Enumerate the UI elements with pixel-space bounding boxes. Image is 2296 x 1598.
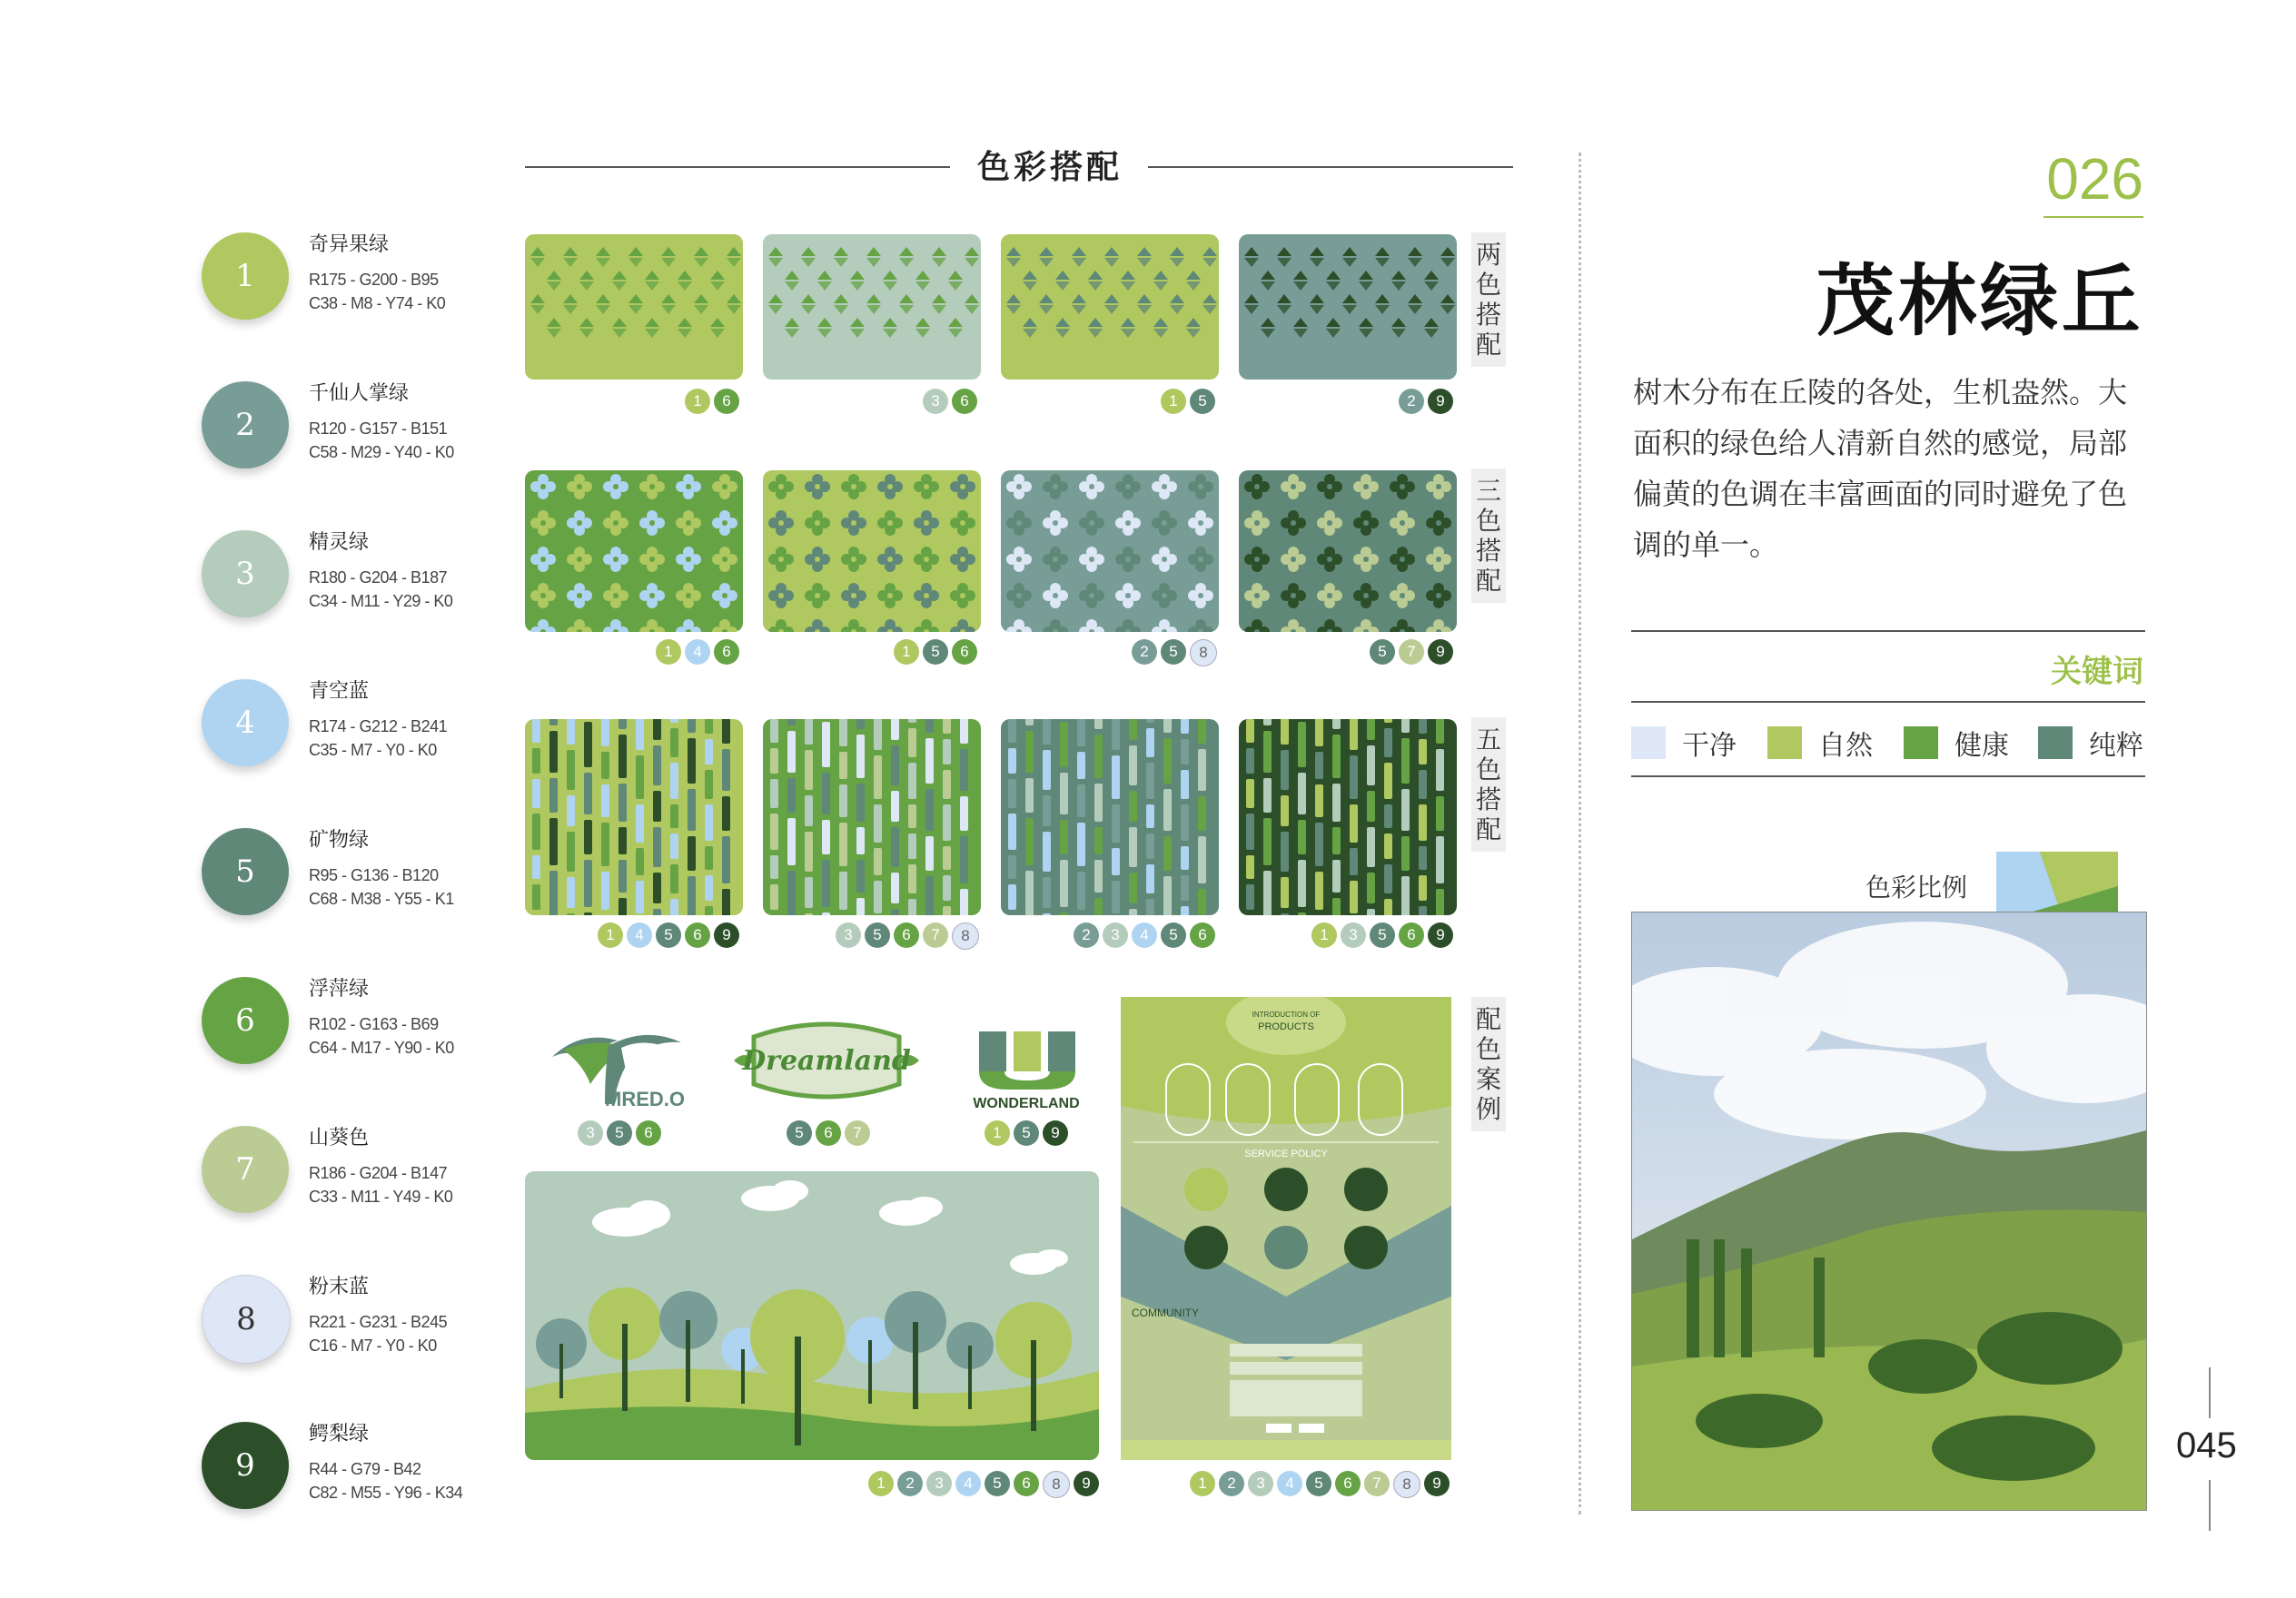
palette-item [202,1422,529,1531]
keyword-color-square [1904,726,1938,759]
two-color-combo-dots [1161,389,1215,414]
color-number-dot: 7 [923,922,948,948]
keywords-title: 关键词 [2051,654,2143,690]
keyword-color-square [1767,726,1802,759]
color-number-dot: 5 [1190,389,1215,414]
keyword-label: 自然 [1818,730,1873,762]
color-number-dot: 8 [952,922,979,950]
color-number-dot: 5 [607,1120,632,1146]
swatch-cmyk: C33 - M11 - Y49 - K0 [309,1188,453,1206]
color-number-dot: 1 [685,389,710,414]
color-number-dot: 5 [1306,1471,1331,1496]
keyword-item [1904,723,2009,763]
keyword-item [2038,723,2143,763]
color-number-dot: 4 [1132,922,1157,948]
color-number-dot: 1 [985,1120,1010,1146]
color-number-dot: 4 [685,639,710,665]
mredo-logo-text: MRED.O [605,1088,685,1110]
swatch-cmyk: C82 - M55 - Y96 - K34 [309,1484,463,1502]
color-number-dot: 5 [985,1471,1010,1496]
palette-item [202,381,529,490]
color-number-dot: 6 [714,639,739,665]
color-number-dot: 2 [1132,639,1157,665]
color-number-dot: 3 [1248,1471,1273,1496]
swatch-rgb: R120 - G157 - B151 [309,419,448,438]
two-color-pattern-tile [763,234,981,380]
swatch-circle: 1 [202,232,289,320]
five-color-pattern-tile [763,719,981,915]
swatch-name: 千仙人掌绿 [309,382,410,405]
color-number-dot: 5 [1161,922,1186,948]
color-number-dot: 6 [816,1120,841,1146]
color-number-dot: 1 [1190,1471,1215,1496]
dreamland-logo-text: Dreamland [742,1045,911,1077]
palette-item [202,232,529,341]
mredo-logo-dots [578,1120,661,1146]
color-number-dot: 8 [1043,1471,1070,1498]
swatch-cmyk: C64 - M17 - Y90 - K0 [309,1039,454,1057]
swatch-name: 奇异果绿 [309,233,390,256]
color-number-dot: 9 [714,922,739,948]
three-color-combo-dots [656,639,739,665]
swatch-name: 粉末蓝 [309,1276,370,1298]
color-number-dot: 1 [1311,922,1337,948]
color-number-dot: 6 [636,1120,661,1146]
color-number-dot: 5 [656,922,681,948]
title-rule-right [1148,166,1513,168]
wonderland-logo-dots [985,1120,1068,1146]
swatch-rgb: R44 - G79 - B42 [309,1460,421,1478]
mredo-logo [545,1021,690,1111]
five-color-pattern-tile [1001,719,1219,915]
color-number-dot: 5 [1370,639,1395,665]
color-number-dot: 5 [1161,639,1186,665]
wonderland-logo-text: WONDERLAND [973,1096,1080,1111]
keyword-color-square [1631,726,1666,759]
color-number-dot: 7 [1364,1471,1390,1496]
swatch-name: 鳄梨绿 [309,1423,370,1445]
swatch-circle: 2 [202,381,289,469]
five-color-combo-dots [836,922,979,950]
swatch-name: 精灵绿 [309,531,370,554]
section-title: 色彩搭配 [977,149,1123,186]
swatch-rgb: R175 - G200 - B95 [309,271,439,289]
mock-intro-text: INTRODUCTION OF [1252,1011,1321,1019]
five-color-combo-dots [1074,922,1215,948]
color-number-dot: 6 [952,639,977,665]
swatch-rgb: R174 - G212 - B241 [309,717,448,735]
color-number-dot: 8 [1393,1471,1420,1498]
color-number-dot: 3 [926,1471,952,1496]
color-number-dot: 1 [656,639,681,665]
palette-item [202,828,529,937]
row-label-cases: 配色案例 [1471,997,1506,1131]
website-combo-dots [1190,1471,1450,1498]
three-color-pattern-tile [763,470,981,632]
swatch-name: 矿物绿 [309,829,370,852]
color-number-dot: 6 [685,922,710,948]
palette-item [202,1275,529,1384]
page-number-line-bottom [2209,1480,2211,1531]
three-color-combo-dots [1132,639,1217,666]
color-number-dot: 4 [627,922,652,948]
color-number-dot: 9 [1428,922,1453,948]
keyword-label: 健康 [1955,730,2009,762]
illustration-combo-dots [868,1471,1099,1498]
swatch-cmyk: C58 - M29 - Y40 - K0 [309,443,454,461]
five-color-pattern-tile [525,719,743,915]
keyword-item [1631,723,1737,763]
palette-item [202,1126,529,1235]
color-number-dot: 6 [1335,1471,1361,1496]
three-color-pattern-tile [1001,470,1219,632]
color-number-dot: 2 [1074,922,1099,948]
color-number-dot: 2 [897,1471,923,1496]
three-color-combo-dots [1370,639,1453,665]
page-number-line-top [2209,1367,2211,1418]
swatch-circle: 6 [202,977,289,1064]
page-title: 茂林绿丘 [1816,255,2143,347]
number-underline [2044,216,2143,218]
palette-item [202,530,529,639]
swatch-rgb: R186 - G204 - B147 [309,1164,448,1182]
color-number-dot: 5 [1014,1120,1039,1146]
swatch-rgb: R180 - G204 - B187 [309,568,448,587]
swatch-circle: 3 [202,530,289,617]
five-color-combo-dots [598,922,739,948]
color-number-dot: 4 [955,1471,981,1496]
color-number-dot: 9 [1074,1471,1099,1496]
website-mockup [1121,997,1451,1460]
two-color-pattern-tile [525,234,743,380]
color-number-dot: 6 [1014,1471,1039,1496]
forest-illustration [525,1171,1099,1460]
palette-item [202,977,529,1086]
swatch-cmyk: C35 - M7 - Y0 - K0 [309,741,437,759]
landscape-photo [1631,912,2147,1511]
swatch-circle: 8 [202,1275,291,1364]
color-ratio-label: 色彩比例 [1866,873,1968,903]
color-number-dot: 5 [787,1120,812,1146]
mock-products-text: PRODUCTS [1258,1021,1314,1032]
keyword-label: 纯粹 [2089,730,2143,762]
swatch-name: 青空蓝 [309,680,370,703]
color-number-dot: 3 [836,922,861,948]
swatch-name: 浮萍绿 [309,978,370,1001]
color-number-dot: 9 [1428,389,1453,414]
color-number-dot: 4 [1277,1471,1302,1496]
color-number-dot: 6 [714,389,739,414]
palette-item [202,679,529,788]
two-color-pattern-tile [1239,234,1457,380]
keyword-label: 干净 [1682,730,1737,762]
five-color-pattern-tile [1239,719,1457,915]
keyword-item [1767,723,1873,763]
keywords-rule-mid [1631,701,2145,703]
color-number-dot: 6 [1190,922,1215,948]
dreamland-logo [727,1015,926,1106]
color-number-dot: 2 [1399,389,1424,414]
swatch-rgb: R221 - G231 - B245 [309,1313,448,1331]
three-color-combo-dots [894,639,977,665]
two-color-combo-dots [1399,389,1453,414]
color-number-dot: 6 [894,922,919,948]
color-number-dot: 3 [578,1120,603,1146]
color-number-dot: 5 [923,639,948,665]
two-color-combo-dots [685,389,739,414]
color-number-dot: 1 [1161,389,1186,414]
mock-service-text: SERVICE POLICY [1244,1149,1328,1159]
swatch-circle: 5 [202,828,289,915]
color-number-dot: 9 [1424,1471,1450,1496]
color-number-dot: 5 [865,922,890,948]
color-number-dot: 3 [923,389,948,414]
color-number-dot: 1 [868,1471,894,1496]
swatch-cmyk: C16 - M7 - Y0 - K0 [309,1337,437,1355]
swatch-circle: 4 [202,679,289,766]
color-number-dot: 6 [952,389,977,414]
color-number-dot: 1 [598,922,623,948]
column-divider [1578,153,1581,1514]
swatch-circle: 9 [202,1422,289,1509]
row-label-five-color: 五色搭配 [1471,717,1506,852]
three-color-pattern-tile [1239,470,1457,632]
mock-community-text: COMMUNITY [1132,1307,1199,1319]
color-number-dot: 5 [1370,922,1395,948]
title-rule-left [525,166,950,168]
dreamland-logo-dots [787,1120,870,1146]
entry-number: 026 [2046,146,2143,212]
color-number-dot: 9 [1043,1120,1068,1146]
swatch-cmyk: C38 - M8 - Y74 - K0 [309,294,446,312]
page-number: 045 [2176,1425,2237,1465]
keyword-color-square [2038,726,2073,759]
two-color-combo-dots [923,389,977,414]
color-number-dot: 2 [1219,1471,1244,1496]
color-number-dot: 3 [1103,922,1128,948]
swatch-rgb: R102 - G163 - B69 [309,1015,439,1033]
color-number-dot: 7 [1399,639,1424,665]
color-number-dot: 6 [1399,922,1424,948]
row-label-three-color: 三色搭配 [1471,469,1506,603]
description: 树木分布在丘陵的各处，生机盎然。大面积的绿色给人清新自然的感觉，局部偏黄的色调在丰富画面的同时避免了色调的单一。 [1633,375,2128,562]
color-number-dot: 8 [1190,639,1217,666]
keywords-rule-bottom [1631,775,2145,777]
color-number-dot: 3 [1341,922,1366,948]
five-color-combo-dots [1311,922,1453,948]
wonderland-logo [963,1026,1090,1113]
swatch-cmyk: C68 - M38 - Y55 - K1 [309,890,454,908]
swatch-rgb: R95 - G136 - B120 [309,866,439,884]
swatch-cmyk: C34 - M11 - Y29 - K0 [309,592,453,610]
three-color-pattern-tile [525,470,743,632]
color-number-dot: 1 [894,639,919,665]
two-color-pattern-tile [1001,234,1219,380]
swatch-circle: 7 [202,1126,289,1213]
keywords-rule-top [1631,630,2145,632]
color-number-dot: 7 [845,1120,870,1146]
row-label-two-color: 两色搭配 [1471,232,1506,367]
color-number-dot: 9 [1428,639,1453,665]
swatch-name: 山葵色 [309,1127,370,1149]
